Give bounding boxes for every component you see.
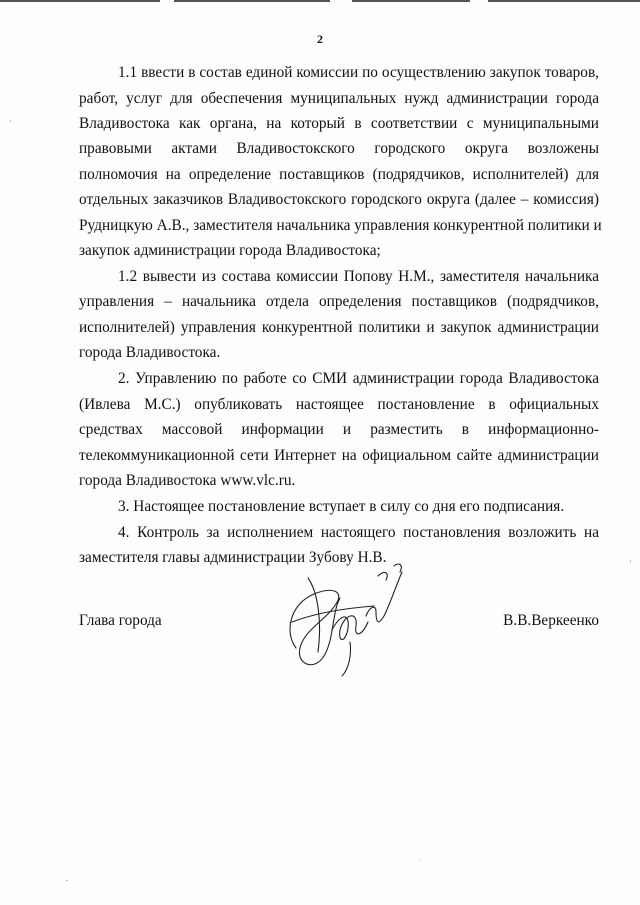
paragraph-1-2-line: 1.2 вывести из состава комиссии Попову Н.М., заместителя начальника: [118, 268, 599, 285]
scan-speck: [10, 120, 11, 122]
signatory-name: В.В.Веркеенко: [503, 612, 599, 629]
paragraph-1-1-line: Рудницкую А.В., заместителя начальника управления конкурентной политики и: [79, 217, 602, 234]
paragraph-2-line: телекоммуникационной сети Интернет на официальном сайте администрации: [79, 447, 599, 464]
signatory-position: Глава города: [79, 612, 162, 629]
paragraph-2-line: 2. Управлению по работе со СМИ администрации города Владивостока: [118, 370, 599, 387]
paragraph-1-2-line: управления – начальника отдела определения поставщиков (подрядчиков,: [79, 293, 599, 310]
paragraph-4-line: заместителя главы администрации Зубову Н.В.: [79, 549, 387, 566]
paragraph-4-line: 4. Контроль за исполнением настоящего постановления возложить на: [118, 524, 599, 541]
paragraph-1-1-line: правовыми актами Владивостокского городского округа возложены: [79, 140, 599, 157]
handwritten-signature: [278, 552, 428, 682]
paragraph-2-line: города Владивостока www.vlc.ru.: [79, 472, 296, 489]
paragraph-3-line: 3. Настоящее постановление вступает в силу со дня его подписания.: [118, 498, 565, 515]
paragraph-1-1-line: закупок администрации города Владивостока;: [79, 242, 381, 259]
paragraph-1-1-line: Владивостока как органа, на который в соответствии с муниципальными: [79, 115, 599, 132]
paragraph-1-1-line: работ, услуг для обеспечения муниципальных нужд администрации города: [79, 90, 599, 107]
paragraph-2-line: (Ивлева М.С.) опубликовать настоящее постановление в официальных: [79, 396, 599, 413]
paragraph-1-2-line: исполнителей) управления конкурентной политики и закупок администрации: [79, 319, 599, 336]
paragraph-1-2-line: города Владивостока.: [79, 344, 221, 361]
top-border-line: [0, 0, 640, 2]
paragraph-1-1-line: 1.1 ввести в состав единой комиссии по осуществлению закупок товаров,: [118, 64, 599, 81]
scan-speck: [420, 860, 421, 861]
paragraph-2-line: средствах массовой информации и разместить в информационно-: [79, 421, 599, 438]
paragraph-1-1-line: полномочия на определение поставщиков (подрядчиков, исполнителей) для: [79, 166, 599, 183]
scan-speck: [630, 560, 631, 562]
page-number: 2: [317, 32, 323, 46]
scan-speck: [66, 880, 68, 881]
paragraph-1-1-line: отдельных заказчиков Владивостокского городского округа (далее – комиссия): [79, 191, 599, 208]
